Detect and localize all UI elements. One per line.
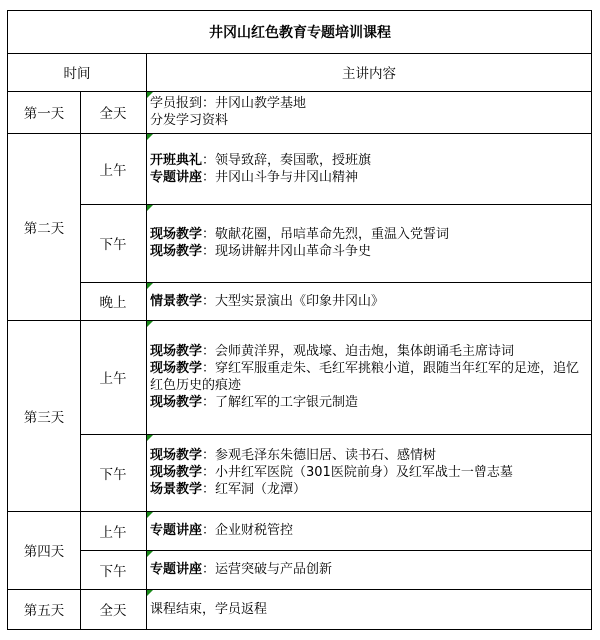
activity-text: ：红军洞（龙潭） — [202, 482, 307, 497]
activity-text: ：运营突破与产品创新 — [202, 562, 333, 577]
activity-type-label: 现场教学 — [150, 244, 203, 259]
activity-type-label: 现场教学 — [150, 395, 203, 410]
rule-title-bottom — [8, 53, 592, 54]
activity-text: ：会师黄洋界，观战壕、迫击炮，集体朗诵毛主席诗词 — [202, 344, 515, 359]
activity-text: ：现场讲解井冈山革命斗争史 — [202, 244, 372, 259]
session-content — [150, 589, 588, 629]
activity-type-label: 现场教学 — [150, 344, 203, 359]
activity-text: ：井冈山斗争与井冈山精神 — [202, 169, 359, 185]
session-content — [150, 133, 588, 204]
content-line — [150, 169, 588, 186]
activity-type-label: 现场教学 — [150, 227, 203, 242]
content-line — [150, 293, 588, 310]
content-line — [150, 343, 588, 360]
period-label: 全天 — [99, 603, 127, 619]
period-label: 下午 — [99, 466, 127, 483]
table-title: 井冈山红色教育专题培训课程 — [209, 24, 391, 41]
content-line — [150, 561, 588, 578]
activity-text: ：敬献花圈，吊唁革命先烈，重温入党誓词 — [202, 227, 450, 242]
activity-text: ：企业财税管控 — [202, 523, 294, 538]
content-line — [150, 601, 588, 618]
activity-text: ：了解红军的工字银元制造 — [202, 395, 359, 410]
content-line — [150, 226, 588, 243]
activity-type-label: 场景教学 — [150, 482, 203, 497]
activity-type-label: 现场教学 — [150, 361, 203, 376]
session-content — [150, 282, 588, 320]
activity-type-label: 现场教学 — [150, 448, 203, 463]
session-content — [150, 511, 588, 550]
content-line — [150, 481, 588, 498]
content-line — [150, 243, 588, 260]
period-label: 上午 — [99, 524, 127, 541]
content-line — [150, 152, 588, 169]
activity-type-label: 现场教学 — [150, 465, 203, 480]
day-label: 第三天 — [23, 409, 65, 426]
content-line — [150, 464, 588, 481]
day-label: 第二天 — [23, 220, 65, 237]
period-label: 晚上 — [99, 295, 127, 311]
header-time: 时间 — [63, 66, 91, 82]
activity-type-label: 专题讲座 — [150, 169, 203, 185]
content-line — [150, 394, 588, 411]
content-line — [150, 522, 588, 539]
activity-text: ：领导致辞，奏国歌，授班旗 — [202, 152, 372, 168]
session-content — [150, 320, 588, 434]
period-label: 下午 — [99, 563, 127, 580]
activity-text: ：大型实景演出《印象井冈山》 — [202, 293, 385, 309]
period-label: 上午 — [99, 162, 127, 179]
activity-type-label: 开班典礼 — [150, 152, 203, 168]
content-line — [150, 112, 588, 129]
period-label: 下午 — [99, 237, 127, 253]
activity-text: ：参观毛泽东朱德旧居、读书石、感情树 — [202, 448, 437, 463]
session-content — [150, 204, 588, 282]
day-label: 第一天 — [23, 106, 65, 122]
content-line — [150, 360, 588, 394]
header-content: 主讲内容 — [342, 66, 396, 82]
period-label: 上午 — [99, 371, 127, 387]
activity-type-label: 专题讲座 — [150, 523, 203, 538]
activity-type-label: 情景教学 — [150, 293, 203, 309]
period-label: 全天 — [99, 106, 127, 122]
activity-text: 课程结束，学员返程 — [150, 601, 268, 617]
activity-text: 学员报到：井冈山教学基地 — [150, 96, 307, 111]
session-content — [150, 434, 588, 511]
activity-text: ：小井红军医院（301医院前身）及红军战士一曾志墓 — [202, 465, 513, 480]
session-content — [150, 91, 588, 133]
day-label: 第四天 — [23, 544, 65, 560]
activity-text: 分发学习资料 — [150, 113, 229, 128]
session-content — [150, 550, 588, 589]
day-label: 第五天 — [23, 603, 65, 619]
content-line — [150, 95, 588, 112]
content-line — [150, 447, 588, 464]
activity-type-label: 专题讲座 — [150, 562, 203, 577]
activity-text: ：穿红军服重走朱、毛红军挑粮小道，跟随当年红军的足迹，追忆红色历史的痕迹 — [150, 361, 580, 393]
